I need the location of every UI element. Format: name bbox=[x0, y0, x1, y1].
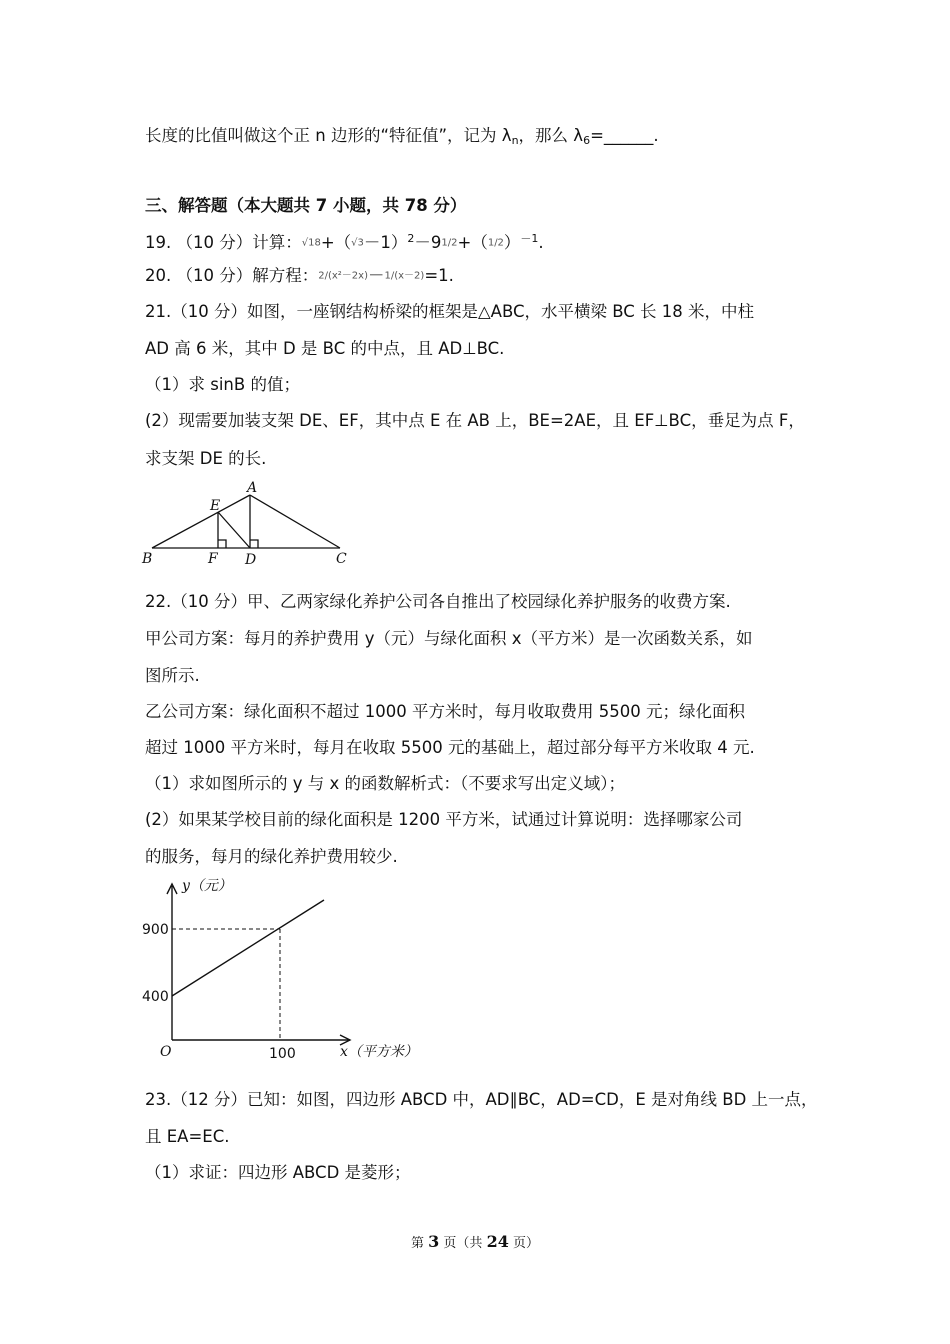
right-angle-f bbox=[218, 540, 226, 548]
label-d: D bbox=[245, 552, 257, 568]
y-tick-400: 400 bbox=[142, 989, 169, 1005]
y-axis-label: y（元） bbox=[182, 878, 232, 894]
page-number: 3 bbox=[428, 1232, 440, 1251]
question-19: 19. （10 分）计算：$√18+(√3-1)^2-91/2+(1/2)^{-1}$. bbox=[145, 232, 544, 252]
cost-function-graph bbox=[138, 870, 448, 1062]
question-18-continuation: 长度的比值叫做这个正 n 边形的“特征值”，记为 $\lambda_n$，那么 $\lambda_6=\_\_\_\_\_\_$. bbox=[145, 126, 659, 147]
question-20: 20. （10 分）解方程：2/(x²－2x)－1/(x－2)=1. bbox=[145, 266, 454, 285]
question-21-line-1: 21.（10 分）如图，一座钢结构桥梁的框架是△ABC，水平横梁 BC 长 18 米，中柱 bbox=[145, 302, 755, 321]
question-23-line-2: 且 EA=EC. bbox=[145, 1127, 230, 1146]
y-tick-900: 900 bbox=[142, 922, 169, 938]
question-21-line-5: 求支架 DE 的长. bbox=[145, 449, 267, 468]
label-f: F bbox=[208, 551, 218, 567]
question-21-part-1: （1）求 sinB 的值； bbox=[145, 375, 300, 394]
page-total: 24 bbox=[486, 1232, 509, 1251]
label-c: C bbox=[336, 551, 347, 567]
question-22-line-4: 乙公司方案：绿化面积不超过 1000 平方米时，每月收取费用 5500 元；绿化面积 bbox=[145, 702, 745, 721]
origin-label: O bbox=[160, 1044, 172, 1060]
label-e: E bbox=[210, 498, 221, 514]
x-tick-100: 100 bbox=[269, 1046, 296, 1062]
x-axis-label: x（平方米） bbox=[340, 1044, 418, 1060]
label-b: B bbox=[142, 551, 153, 567]
question-21-line-2: AD 高 6 米，其中 D 是 BC 的中点，且 AD⊥BC. bbox=[145, 339, 505, 358]
section-heading: 三、解答题（本大题共 7 小题，共 78 分） bbox=[145, 196, 467, 215]
question-21-part-2: (2）现需要加装支架 DE、EF，其中点 E 在 AB 上，BE=2AE，且 EF⊥BC，垂足为点 F， bbox=[145, 411, 805, 430]
question-22-line-8: 的服务，每月的绿化养护费用较少. bbox=[145, 847, 398, 866]
segment-ac bbox=[250, 495, 340, 548]
segment-ab bbox=[152, 495, 250, 548]
question-22-part-1: （1）求如图所示的 y 与 x 的函数解析式：（不要求写出定义域）； bbox=[145, 774, 626, 793]
question-22-line-3: 图所示. bbox=[145, 666, 200, 685]
question-23-line-1: 23.（12 分）已知：如图，四边形 ABCD 中，AD∥BC，AD=CD，E 是对角线 BD 上一点， bbox=[145, 1090, 818, 1109]
label-a: A bbox=[247, 480, 258, 496]
question-22-line-5: 超过 1000 平方米时，每月在收取 5500 元的基础上，超过部分每平方米收取 4 元. bbox=[145, 738, 755, 757]
question-22-line-2: 甲公司方案：每月的养护费用 y（元）与绿化面积 x（平方米）是一次函数关系，如 bbox=[145, 629, 753, 648]
right-angle-d bbox=[250, 540, 258, 548]
page-footer: 第 3 页（共 24 页） bbox=[411, 1232, 539, 1251]
function-line bbox=[172, 900, 324, 996]
question-23-part-1: （1）求证：四边形 ABCD 是菱形； bbox=[145, 1163, 411, 1182]
segment-de bbox=[218, 512, 250, 548]
question-22-part-2: (2）如果某学校目前的绿化面积是 1200 平方米，试通过计算说明：选择哪家公司 bbox=[145, 810, 743, 829]
bridge-triangle-figure bbox=[140, 476, 360, 570]
question-22-line-1: 22.（10 分）甲、乙两家绿化养护公司各自推出了校园绿化养护服务的收费方案. bbox=[145, 592, 731, 611]
